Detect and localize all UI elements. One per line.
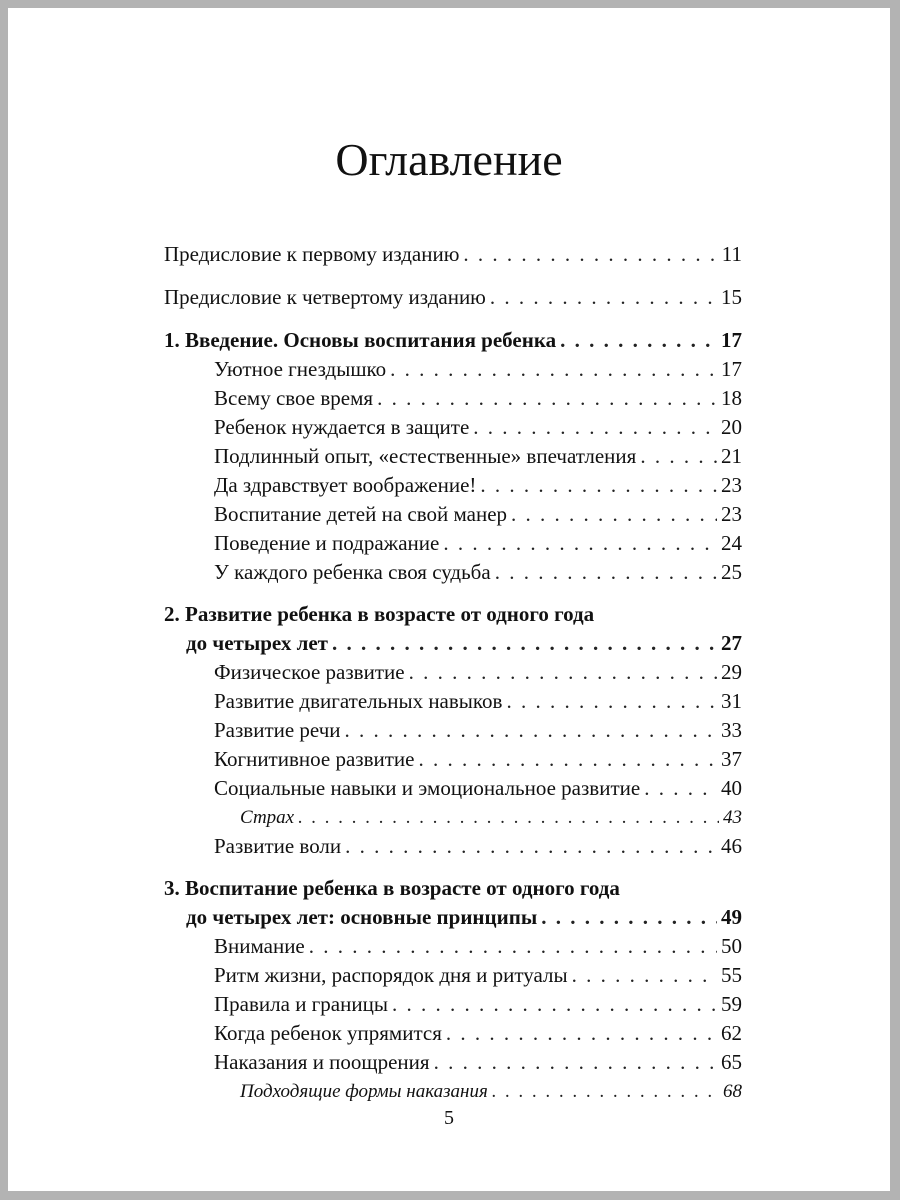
toc-entry[interactable] — [164, 990, 742, 1019]
dot-leader — [446, 1019, 717, 1048]
toc-entry-page: 68 — [723, 1081, 742, 1102]
toc-entry-page: 20 — [721, 415, 742, 439]
toc-entry-label: Предисловие к четвертому изданию — [164, 285, 486, 309]
toc-entry-label: Когнитивное развитие — [214, 747, 415, 771]
toc-chapter-2-line1[interactable] — [164, 600, 742, 629]
dot-leader — [640, 442, 717, 471]
toc-entry[interactable] — [164, 500, 742, 529]
toc-chapter-2-line2[interactable] — [164, 629, 742, 658]
toc-entry[interactable] — [164, 471, 742, 500]
toc-entry-page: 21 — [721, 444, 742, 468]
toc-entry-page: 11 — [721, 242, 742, 266]
toc-entry[interactable] — [164, 442, 742, 471]
toc-entry-page: 18 — [721, 386, 742, 410]
chapter-title-continued: до четырех лет — [186, 631, 328, 655]
dot-leader — [345, 716, 717, 745]
chapter-title: 3. Воспитание ребенка в возрасте от одного года — [164, 876, 620, 900]
page-number: 5 — [444, 1107, 454, 1129]
dot-leader — [332, 629, 717, 658]
toc-entry-label: Развитие воли — [214, 834, 342, 858]
dot-leader — [560, 326, 717, 355]
toc-entry-label: Подлинный опыт, «естественные» впечатления — [214, 444, 637, 468]
dot-leader — [309, 932, 717, 961]
toc-entry-page: 50 — [721, 934, 742, 958]
chapter-title: 1. Введение. Основы воспитания ребенка — [164, 328, 557, 352]
toc-entry-page: 62 — [721, 1021, 742, 1045]
toc-entry-page: 24 — [721, 531, 742, 555]
toc-entry-preface-fourth[interactable] — [164, 283, 742, 312]
toc-entry-page: 46 — [721, 834, 742, 858]
dot-leader — [572, 961, 717, 990]
toc-entry-label: Физическое развитие — [214, 660, 405, 684]
toc-entry-page: 15 — [721, 285, 742, 309]
toc-entry[interactable] — [164, 774, 742, 803]
dot-leader — [345, 832, 717, 861]
toc-entry[interactable] — [164, 687, 742, 716]
toc-entry-label: Предисловие к первому изданию — [164, 242, 460, 266]
toc-entry-label: Ребенок нуждается в защите — [214, 415, 470, 439]
toc-entry-page: 17 — [721, 357, 742, 381]
toc-entry[interactable] — [164, 558, 742, 587]
toc-entry-label: Внимание — [214, 934, 305, 958]
toc-entry-label: Уютное гнездышко — [214, 357, 387, 381]
dot-leader — [492, 1077, 719, 1106]
dot-leader — [390, 355, 717, 384]
toc-entry-page: 29 — [721, 660, 742, 684]
toc-entry[interactable] — [164, 745, 742, 774]
toc-entry[interactable] — [164, 716, 742, 745]
toc-entry-page: 59 — [721, 992, 742, 1016]
dot-leader — [506, 687, 717, 716]
dot-leader — [473, 413, 717, 442]
toc-entry-label: Подходящие формы наказания — [240, 1081, 488, 1102]
toc-chapter-1[interactable] — [164, 326, 742, 355]
toc-entry[interactable] — [164, 658, 742, 687]
chapter-title: 2. Развитие ребенка в возрасте от одного года — [164, 602, 595, 626]
dot-leader — [418, 745, 717, 774]
toc-entry[interactable] — [164, 1048, 742, 1077]
toc-entry[interactable] — [164, 932, 742, 961]
dot-leader — [495, 558, 717, 587]
toc-entry-page: 55 — [721, 963, 742, 987]
chapter-page: 49 — [721, 905, 742, 929]
toc-entry-page: 33 — [721, 718, 742, 742]
toc-entry-page: 65 — [721, 1050, 742, 1074]
dot-leader — [644, 774, 717, 803]
toc-chapter-3-line2[interactable] — [164, 903, 742, 932]
dot-leader — [480, 471, 717, 500]
toc-entry-label: Страх — [240, 807, 295, 828]
dot-leader — [541, 903, 717, 932]
dot-leader — [409, 658, 717, 687]
toc-entry-label: Поведение и подражание — [214, 531, 440, 555]
spacer — [164, 861, 742, 874]
toc-entry-label: У каждого ребенка своя судьба — [214, 560, 491, 584]
toc-entry-label: Да здравствует воображение! — [214, 473, 477, 497]
toc-entry-page: 23 — [721, 502, 742, 526]
toc-entry-page: 40 — [721, 776, 742, 800]
toc-entry-label: Развитие двигательных навыков — [214, 689, 503, 713]
toc-chapter-3-line1[interactable] — [164, 874, 742, 903]
page-title: Оглавление — [335, 134, 563, 185]
toc-entry[interactable] — [164, 384, 742, 413]
dot-leader — [463, 240, 717, 269]
dot-leader — [434, 1048, 717, 1077]
toc-entry[interactable] — [164, 413, 742, 442]
dot-leader — [392, 990, 717, 1019]
dot-leader — [511, 500, 717, 529]
toc-entry-page: 43 — [723, 807, 742, 828]
toc-entry-preface-first[interactable] — [164, 240, 742, 269]
toc-entry-page: 37 — [721, 747, 742, 771]
chapter-page: 17 — [721, 328, 742, 352]
toc-entry[interactable] — [164, 529, 742, 558]
chapter-title-continued: до четырех лет: основные принципы — [186, 905, 538, 929]
toc-entry[interactable] — [164, 961, 742, 990]
toc-entry-page: 23 — [721, 473, 742, 497]
dot-leader — [377, 384, 717, 413]
spacer — [164, 587, 742, 600]
dot-leader — [490, 283, 717, 312]
book-page — [8, 8, 890, 1191]
toc-entry-page: 31 — [721, 689, 742, 713]
dot-leader — [443, 529, 717, 558]
chapter-page: 27 — [721, 631, 742, 655]
toc-subentry[interactable] — [164, 803, 742, 832]
toc-entry-label: Социальные навыки и эмоциональное развитие — [214, 776, 641, 800]
toc-entry[interactable] — [164, 1019, 742, 1048]
dot-leader — [298, 803, 719, 832]
toc-entry-label: Когда ребенок упрямится — [214, 1021, 442, 1045]
toc-entry-label: Правила и границы — [214, 992, 388, 1016]
toc-subentry[interactable] — [164, 1077, 742, 1106]
toc-entry-label: Развитие речи — [214, 718, 341, 742]
toc-entry[interactable] — [164, 832, 742, 861]
toc-entry[interactable] — [164, 355, 742, 384]
toc-entry-label: Наказания и поощрения — [214, 1050, 430, 1074]
toc-entry-page: 25 — [721, 560, 742, 584]
toc-entry-label: Воспитание детей на свой манер — [214, 502, 508, 526]
table-of-contents — [164, 240, 742, 1106]
toc-entry-label: Всему свое время — [214, 386, 374, 410]
toc-entry-label: Ритм жизни, распорядок дня и ритуалы — [214, 963, 568, 987]
